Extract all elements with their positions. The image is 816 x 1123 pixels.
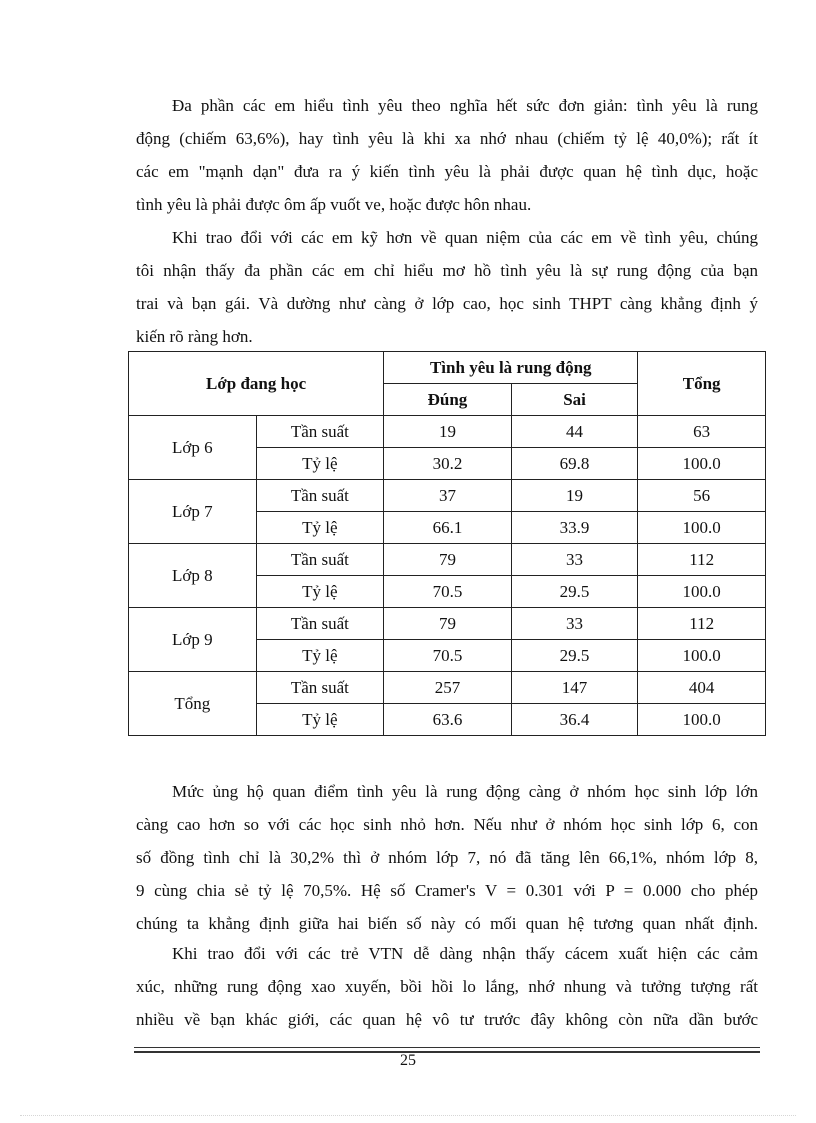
- text-line: nhiều về bạn khác giới, các quan hệ vô tư trước đây không còn nữa dần bước: [136, 1010, 758, 1029]
- cell-total: 112: [638, 544, 766, 576]
- row-label: Lớp 7: [129, 480, 257, 544]
- cell-no: 147: [511, 672, 638, 704]
- cell-yes: 79: [384, 544, 512, 576]
- paragraph-1: [136, 89, 758, 221]
- table-row: [129, 544, 766, 576]
- text-line: Khi trao đổi với các trẻ VTN dễ dàng nhận thấy cácem xuất hiện các cảm: [172, 944, 758, 963]
- stat-name: Tỷ lệ: [256, 640, 384, 672]
- row-label: Lớp 8: [129, 544, 257, 608]
- text-line: 9 cùng chia sẻ tỷ lệ 70,5%. Hệ số Cramer's V = 0.301 với P = 0.000 cho phép: [136, 881, 758, 900]
- header-total: Tổng: [638, 352, 766, 416]
- cell-yes: 37: [384, 480, 512, 512]
- cell-total: 112: [638, 608, 766, 640]
- row-label: Tổng: [129, 672, 257, 736]
- stat-name: Tỷ lệ: [256, 576, 384, 608]
- text-line: xúc, những rung động xao xuyến, bồi hồi lo lắng, nhớ nhung và tưởng tượng rất: [136, 977, 758, 996]
- stat-name: Tần suất: [256, 672, 384, 704]
- cell-yes: 70.5: [384, 576, 512, 608]
- cell-total: 404: [638, 672, 766, 704]
- cell-yes: 19: [384, 416, 512, 448]
- table-header-row: [129, 352, 766, 384]
- page-bottom-divider: [20, 1115, 796, 1116]
- love-survey-table: [128, 351, 766, 736]
- text-line: kiến rõ ràng hơn.: [136, 327, 253, 346]
- page-number: 25: [400, 1052, 416, 1069]
- text-line: tôi nhận thấy đa phần các em chỉ hiểu mơ hồ tình yêu là sự rung động của bạn: [136, 261, 758, 280]
- text-line: động (chiếm 63,6%), hay tình yêu là khi xa nhớ nhau (chiếm tỷ lệ 40,0%); rất ít: [136, 129, 758, 148]
- cell-total: 100.0: [638, 576, 766, 608]
- cell-total: 100.0: [638, 448, 766, 480]
- stat-name: Tỷ lệ: [256, 512, 384, 544]
- footer-rule-thin: [134, 1047, 760, 1048]
- cell-no: 33: [511, 544, 638, 576]
- cell-no: 69.8: [511, 448, 638, 480]
- paragraph-3: [136, 775, 758, 940]
- cell-no: 44: [511, 416, 638, 448]
- table-row: [129, 608, 766, 640]
- cell-total: 100.0: [638, 512, 766, 544]
- cell-total: 100.0: [638, 704, 766, 736]
- cell-no: 29.5: [511, 640, 638, 672]
- text-line: tình yêu là phải được ôm ấp vuốt ve, hoặc được hôn nhau.: [136, 195, 532, 214]
- table-row: [129, 416, 766, 448]
- row-label: Lớp 9: [129, 608, 257, 672]
- stat-name: Tỷ lệ: [256, 704, 384, 736]
- cell-no: 33: [511, 608, 638, 640]
- header-group: Tình yêu là rung động: [384, 352, 638, 384]
- cell-yes: 257: [384, 672, 512, 704]
- stat-name: Tần suất: [256, 480, 384, 512]
- row-label: Lớp 6: [129, 416, 257, 480]
- cell-no: 19: [511, 480, 638, 512]
- header-no: Sai: [511, 384, 638, 416]
- cell-yes: 63.6: [384, 704, 512, 736]
- cell-yes: 66.1: [384, 512, 512, 544]
- cell-yes: 30.2: [384, 448, 512, 480]
- stat-name: Tần suất: [256, 416, 384, 448]
- cell-total: 100.0: [638, 640, 766, 672]
- text-line: trai và bạn gái. Và dường như càng ở lớp cao, học sinh THPT càng khẳng định ý: [136, 294, 758, 313]
- text-line: các em "mạnh dạn" đưa ra ý kiến tình yêu là phải được quan hệ tình dục, hoặc: [136, 162, 758, 181]
- text-line: Mức ủng hộ quan điểm tình yêu là rung động càng ở nhóm học sinh lớp lớn: [172, 782, 758, 801]
- paragraph-4: [136, 937, 758, 1036]
- text-line: Khi trao đổi với các em kỹ hơn về quan niệm của các em về tình yêu, chúng: [172, 228, 758, 247]
- text-line: Đa phần các em hiểu tình yêu theo nghĩa hết sức đơn giản: tình yêu là rung: [172, 96, 758, 115]
- cell-no: 36.4: [511, 704, 638, 736]
- text-line: càng cao hơn so với các học sinh nhỏ hơn. Nếu như ở nhóm học sinh lớp 6, con: [136, 815, 758, 834]
- header-yes: Đúng: [384, 384, 512, 416]
- stat-name: Tần suất: [256, 544, 384, 576]
- text-line: chúng ta khẳng định giữa hai biến số này có mối quan hệ tương quan nhất định.: [136, 914, 758, 933]
- paragraph-2: [136, 221, 758, 353]
- cell-total: 56: [638, 480, 766, 512]
- cell-total: 63: [638, 416, 766, 448]
- cell-yes: 70.5: [384, 640, 512, 672]
- text-line: số đồng tình chỉ là 30,2% thì ở nhóm lớp 7, nó đã tăng lên 66,1%, nhóm lớp 8,: [136, 848, 758, 867]
- cell-yes: 79: [384, 608, 512, 640]
- table-row: [129, 672, 766, 704]
- stat-name: Tỷ lệ: [256, 448, 384, 480]
- stat-name: Tần suất: [256, 608, 384, 640]
- cell-no: 33.9: [511, 512, 638, 544]
- header-class: Lớp đang học: [129, 352, 384, 416]
- table-row: [129, 480, 766, 512]
- cell-no: 29.5: [511, 576, 638, 608]
